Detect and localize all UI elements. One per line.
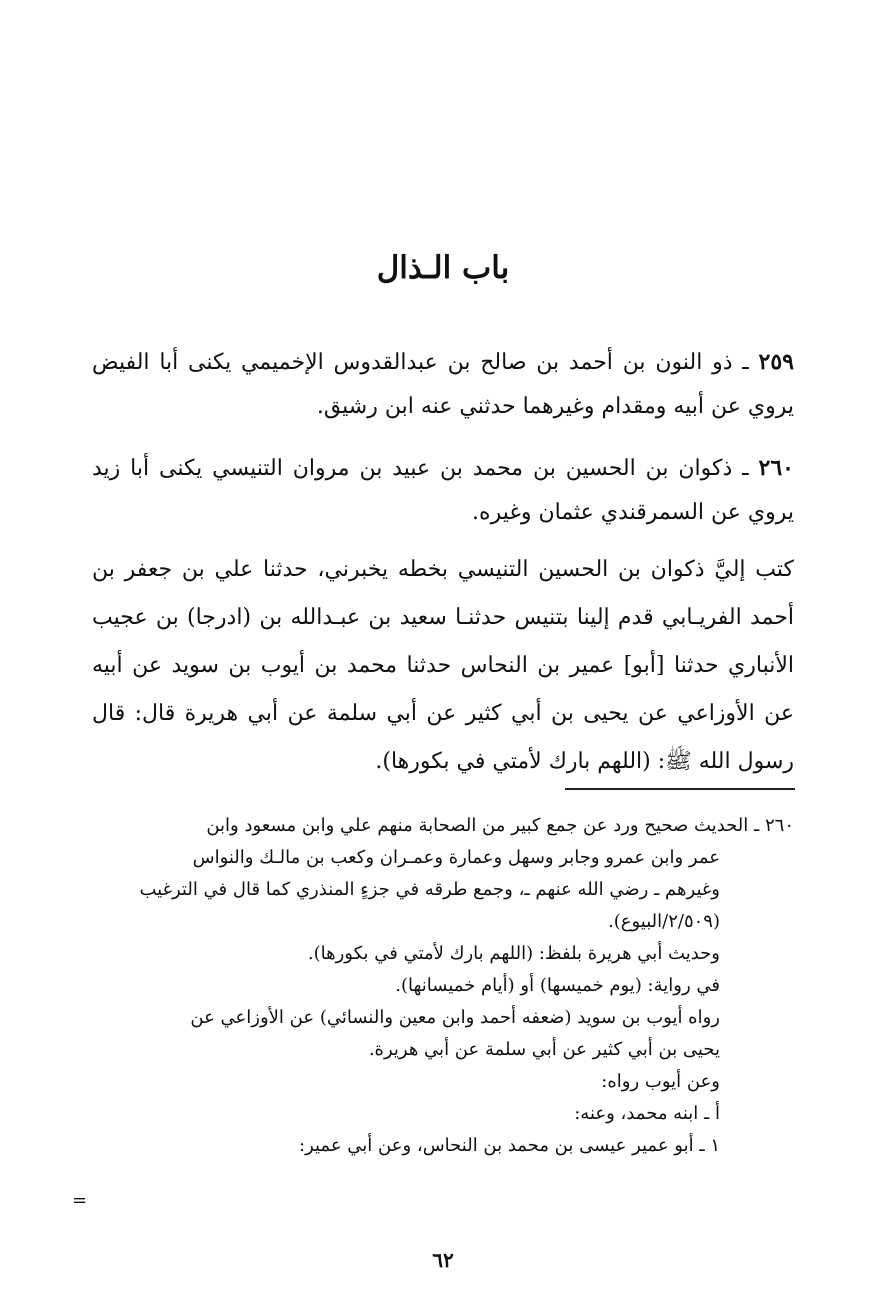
footnote-first-line: ٢٦٠ ـ الحديث صحيح ورد عن جمع كبير من الصحابة منهم علي وابن مسعود وابن	[206, 815, 794, 836]
footnote-line: رواه أيوب بن سويد (ضعفه أحمد وابن معين والنسائي) عن الأوزاعي عن	[190, 1007, 720, 1028]
footnote-line: أ ـ ابنه محمد، وعنه:	[574, 1103, 720, 1124]
footnote-divider	[565, 788, 795, 790]
hadith-paragraph: كتب إليَّ ذكوان بن الحسين التنيسي بخطه يخبرني، حدثنا علي بن جعفر بن أحمد الفريـابي قدم إلينا بتنيس حدثنـا سعيد بن عبـدالله بن (ادرجا) بن عجيب الأنباري حدثنا [أبو] عمير بن النحاس حدثنا محمد بن أيوب بن سويد عن أبيه عن الأوزاعي عن يحيى بن أبي كثير عن أبي سلمة عن أبي هريرة قال: قال رسول الله ﷺ: (اللهم بارك لأمتي في بكورها).	[92, 557, 794, 774]
entry-number: ٢٦٠	[758, 455, 794, 481]
entry-259: ٢٥٩ ـ ذو النون بن أحمد بن صالح بن عبدالقدوس الإخميمي يكنى أبا الفيض يروي عن أبيه ومقدام وغيرهما حدثني عنه ابن رشيق.	[92, 349, 794, 419]
footnote	[92, 810, 794, 1162]
footnote-number: ٢٦٠	[764, 815, 794, 836]
footnote-line: عمر وابن عمرو وجابر وسهل وعمارة وعمـران وكعب بن مالـك والنواس	[192, 847, 720, 868]
footnote-line: في رواية: (يوم خميسها) أو (أيام خميسانها).	[395, 975, 720, 996]
continuation-mark: =	[72, 1190, 88, 1211]
entry-number: ٢٥٩	[758, 349, 794, 375]
entry-text: ذكوان بن الحسين بن محمد بن عبيد بن مروان التنيسي يكنى أبا زيد يروي عن السمرقندي عثمان وغيره.	[92, 456, 794, 525]
chapter-title: باب الـذال	[376, 250, 510, 286]
entry-text: ذو النون بن أحمد بن صالح بن عبدالقدوس الإخميمي يكنى أبا الفيض يروي عن أبيه ومقدام وغيرهما حدثني عنه ابن رشيق.	[92, 350, 794, 419]
footnote-line: وغيرهم ـ رضي الله عنهم ـ، وجمع طرقه في جزءٍ المنذري كما قال في الترغيب	[139, 879, 720, 900]
footnote-line: يحيى بن أبي كثير عن أبي سلمة عن أبي هريرة.	[368, 1039, 720, 1060]
footnote-line: (٢/٥٠٩/البيوع).	[608, 911, 720, 932]
entry-260: ٢٦٠ ـ ذكوان بن الحسين بن محمد بن عبيد بن مروان التنيسي يكنى أبا زيد يروي عن السمرقندي عثمان وغيره.	[92, 455, 794, 525]
footnote-line: وعن أيوب رواه:	[601, 1071, 720, 1092]
footnote-line: وحديث أبي هريرة بلفظ: (اللهم بارك لأمتي في بكورها).	[307, 943, 720, 964]
footnote-line: ١ ـ أبو عمير عيسى بن محمد بن النحاس، وعن أبي عمير:	[299, 1135, 720, 1156]
page-number: ٦٢	[432, 1248, 454, 1272]
